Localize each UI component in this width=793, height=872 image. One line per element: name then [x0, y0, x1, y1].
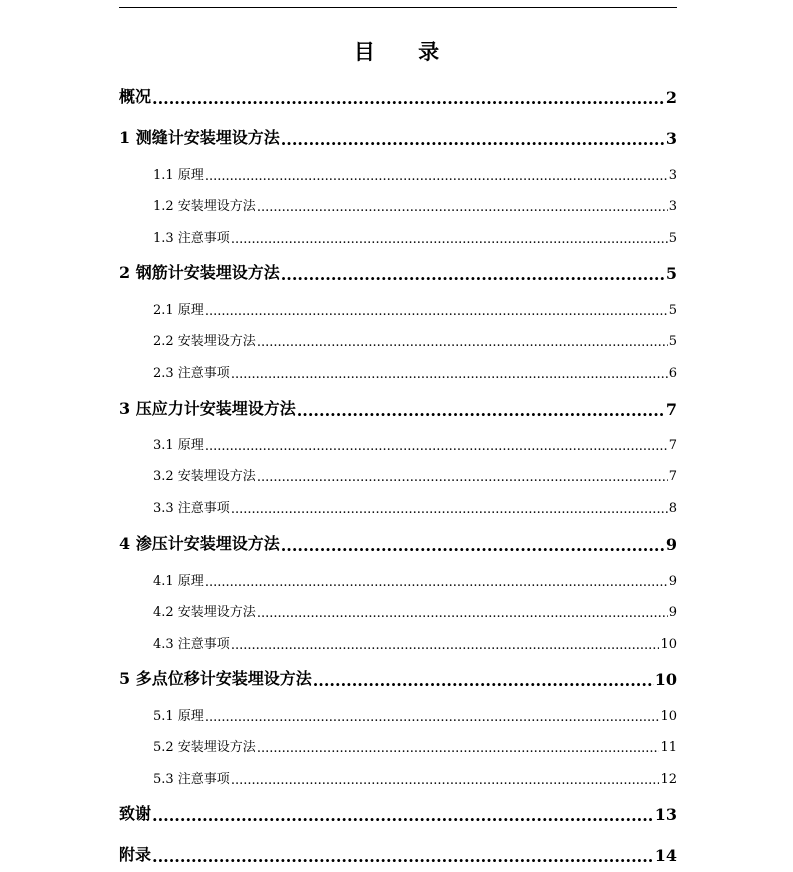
toc-dot-leader [205, 440, 668, 453]
toc-entry-label: 4.3 注意事项 [153, 637, 230, 652]
toc-section-entry[interactable] [119, 359, 677, 381]
toc-chapter-entry[interactable] [119, 85, 677, 107]
toc-entry-page-number: 2 [665, 88, 677, 107]
toc-entry-page-number: 5 [668, 303, 677, 318]
toc-title: 目 录 [353, 39, 458, 64]
toc-dot-leader [231, 503, 668, 516]
toc-entry-page-number: 7 [668, 438, 677, 453]
toc-dot-leader [313, 673, 654, 689]
toc-section-entry[interactable] [119, 733, 677, 755]
toc-entry-page-number: 13 [654, 805, 677, 824]
toc-chapter-entry[interactable] [119, 126, 677, 148]
toc-dot-leader [281, 538, 665, 554]
toc-dot-leader [257, 742, 660, 755]
toc-entry-label: 概况 [119, 87, 152, 106]
toc-entry-page-number: 10 [654, 670, 677, 689]
toc-section-entry[interactable] [119, 630, 677, 652]
toc-entry-page-number: 3 [665, 129, 677, 148]
toc-chapter-entry[interactable] [119, 397, 677, 419]
toc-dot-leader [152, 808, 654, 824]
toc-entry-page-number: 12 [660, 772, 677, 787]
toc-section-entry[interactable] [119, 192, 677, 214]
toc-dot-leader [231, 639, 660, 652]
toc-entry-page-number: 7 [668, 469, 677, 484]
toc-entry-page-number: 11 [660, 740, 677, 755]
toc-entry-label: 3 压应力计安装埋设方法 [119, 399, 296, 418]
toc-dot-leader [281, 132, 665, 148]
toc-section-entry[interactable] [119, 224, 677, 246]
toc-entry-label: 4.2 安装埋设方法 [153, 605, 256, 620]
toc-dot-leader [231, 368, 668, 381]
toc-dot-leader [205, 305, 668, 318]
toc-entry-page-number: 9 [668, 574, 677, 589]
toc-section-entry[interactable] [119, 567, 677, 589]
toc-section-entry[interactable] [119, 327, 677, 349]
toc-entry-label: 1.1 原理 [153, 168, 204, 183]
toc-dot-leader [152, 91, 665, 107]
toc-chapter-entry[interactable] [119, 843, 677, 865]
toc-entry-label: 5 多点位移计安装埋设方法 [119, 669, 312, 688]
toc-dot-leader [257, 471, 668, 484]
toc-chapter-entry[interactable] [119, 667, 677, 689]
header-rule [119, 7, 677, 8]
toc-entry-label: 5.1 原理 [153, 709, 204, 724]
toc-entry-page-number: 3 [668, 168, 677, 183]
toc-chapter-entry[interactable] [119, 261, 677, 283]
toc-section-entry[interactable] [119, 296, 677, 318]
toc-entry-page-number: 5 [665, 264, 677, 283]
toc-section-entry[interactable] [119, 462, 677, 484]
toc-entry-page-number: 5 [668, 334, 677, 349]
toc-dot-leader [231, 774, 660, 787]
toc-section-entry[interactable] [119, 702, 677, 724]
toc-dot-leader [152, 849, 654, 865]
toc-entry-page-number: 6 [668, 366, 677, 381]
toc-dot-leader [205, 576, 668, 589]
toc-entry-page-number: 9 [668, 605, 677, 620]
toc-entry-label: 5.3 注意事项 [153, 772, 230, 787]
toc-section-entry[interactable] [119, 598, 677, 620]
toc-entry-page-number: 7 [665, 400, 677, 419]
toc-entry-label: 3.2 安装埋设方法 [153, 469, 256, 484]
toc-entry-label: 2.3 注意事项 [153, 366, 230, 381]
toc-chapter-entry[interactable] [119, 802, 677, 824]
toc-dot-leader [257, 336, 668, 349]
toc-entry-label: 3.3 注意事项 [153, 501, 230, 516]
toc-entry-page-number: 3 [668, 199, 677, 214]
toc-dot-leader [257, 607, 668, 620]
toc-entry-page-number: 10 [660, 637, 677, 652]
toc-dot-leader [231, 233, 668, 246]
toc-entry-label: 4 渗压计安装埋设方法 [119, 534, 280, 553]
toc-entry-label: 2.1 原理 [153, 303, 204, 318]
toc-section-entry[interactable] [119, 431, 677, 453]
toc-dot-leader [205, 170, 668, 183]
toc-entry-page-number: 8 [668, 501, 677, 516]
toc-section-entry[interactable] [119, 765, 677, 787]
toc-entry-label: 4.1 原理 [153, 574, 204, 589]
toc-section-entry[interactable] [119, 494, 677, 516]
toc-entry-label: 1.3 注意事项 [153, 231, 230, 246]
toc-entry-label: 2 钢筋计安装埋设方法 [119, 263, 280, 282]
toc-entry-page-number: 14 [654, 846, 677, 865]
toc-dot-leader [281, 267, 665, 283]
toc-dot-leader [257, 201, 668, 214]
toc-dot-leader [297, 403, 665, 419]
toc-entry-label: 5.2 安装埋设方法 [153, 740, 256, 755]
toc-chapter-entry[interactable] [119, 532, 677, 554]
toc-entry-label: 附录 [119, 845, 152, 864]
toc-section-entry[interactable] [119, 161, 677, 183]
toc-entry-page-number: 9 [665, 535, 677, 554]
toc-entry-label: 1 测缝计安装埋设方法 [119, 128, 280, 147]
toc-entry-page-number: 10 [660, 709, 677, 724]
toc-dot-leader [205, 711, 660, 724]
toc-entry-label: 1.2 安装埋设方法 [153, 199, 256, 214]
toc-entry-label: 致谢 [119, 804, 152, 823]
toc-entry-page-number: 5 [668, 231, 677, 246]
toc-entry-label: 2.2 安装埋设方法 [153, 334, 256, 349]
toc-entry-label: 3.1 原理 [153, 438, 204, 453]
